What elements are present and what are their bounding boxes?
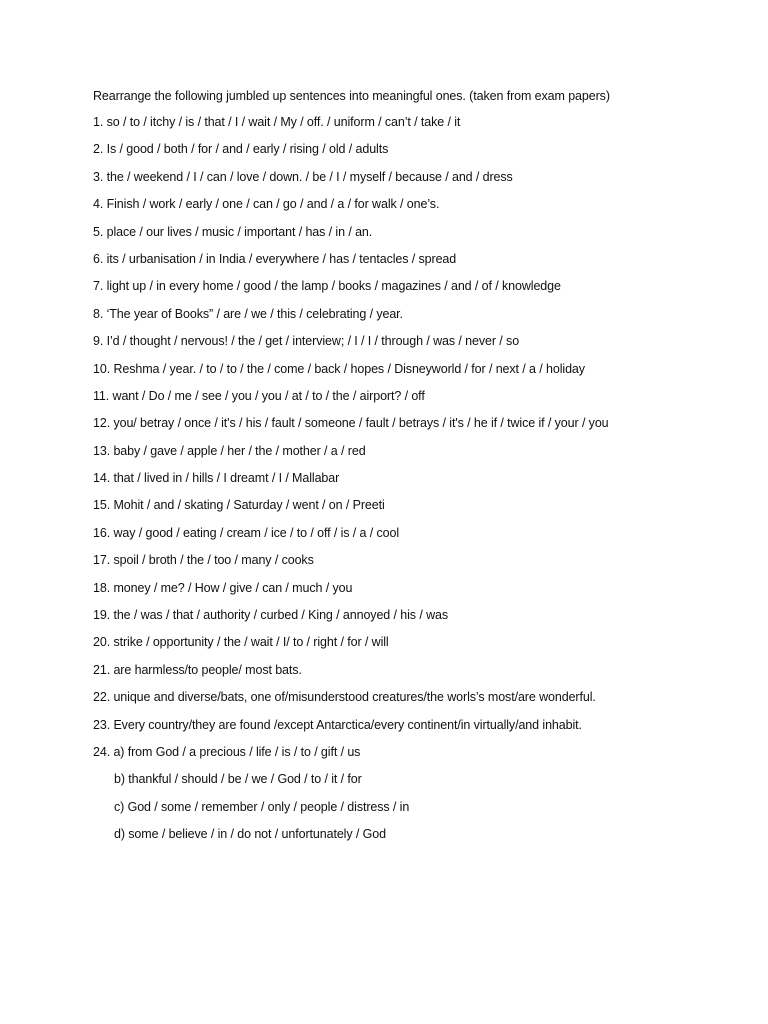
list-item: 19. the / was / that / authority / curbed / King / annoyed / his / was bbox=[93, 608, 449, 623]
list-item: 10. Reshma / year. / to / to / the / come / back / hopes / Disneyworld / for / next / a / holiday bbox=[93, 361, 585, 376]
list-item: 16. way / good / eating / cream / ice / to / off / is / a / cool bbox=[93, 525, 400, 540]
sub-list-item: c) God / some / remember / only / people / distress / in bbox=[114, 799, 410, 814]
list-item: 4. Finish / work / early / one / can / go / and / a / for walk / one’s. bbox=[93, 197, 440, 212]
list-item: 17. spoil / broth / the / too / many / cooks bbox=[93, 553, 314, 568]
list-item: 24. a) from God / a precious / life / is / to / gift / us bbox=[93, 744, 361, 759]
list-item: 21. are harmless/to people/ most bats. bbox=[93, 662, 302, 677]
list-item: 20. strike / opportunity / the / wait / I/ to / right / for / will bbox=[93, 635, 389, 650]
list-item: 3. the / weekend / I / can / love / down. / be / I / myself / because / and / dress bbox=[93, 169, 513, 184]
list-item: 9. I’d / thought / nervous! / the / get / interview; / I / I / through / was / never / so bbox=[93, 334, 520, 349]
list-item: 18. money / me? / How / give / can / much / you bbox=[93, 580, 353, 595]
list-item: 2. Is / good / both / for / and / early / rising / old / adults bbox=[93, 142, 389, 157]
document-page bbox=[93, 86, 733, 852]
list-item: 1. so / to / itchy / is / that / I / wait / My / off. / uniform / can’t / take / it bbox=[93, 115, 461, 129]
list-item: 6. its / urbanisation / in India / everywhere / has / tentacles / spread bbox=[93, 251, 457, 266]
list-item: 15. Mohit / and / skating / Saturday / went / on / Preeti bbox=[93, 498, 385, 513]
list-item: 13. baby / gave / apple / her / the / mother / a / red bbox=[93, 443, 366, 458]
document-heading: Rearrange the following jumbled up sentences into meaningful ones. (taken from exam papers) bbox=[93, 89, 610, 103]
list-item: 8. ‘The year of Books” / are / we / this / celebrating / year. bbox=[93, 306, 403, 321]
list-item: 12. you/ betray / once / it's / his / fault / someone / fault / betrays / it's / he if / twice if / your / you bbox=[93, 416, 609, 431]
list-item: 14. that / lived in / hills / I dreamt / I / Mallabar bbox=[93, 471, 340, 486]
list-item: 22. unique and diverse/bats, one of/misunderstood creatures/the worls’s most/are wonderful. bbox=[93, 690, 596, 705]
list-item: 23. Every country/they are found /except Antarctica/every continent/in virtually/and inhabit. bbox=[93, 717, 582, 732]
sub-list-item: b) thankful / should / be / we / God / to / it / for bbox=[114, 772, 362, 787]
list-item: 7. light up / in every home / good / the lamp / books / magazines / and / of / knowledge bbox=[93, 279, 561, 294]
sub-list-item: d) some / believe / in / do not / unfortunately / God bbox=[114, 827, 386, 842]
list-item: 5. place / our lives / music / important / has / in / an. bbox=[93, 224, 373, 239]
list-item: 11. want / Do / me / see / you / you / at / to / the / airport? / off bbox=[93, 388, 425, 403]
